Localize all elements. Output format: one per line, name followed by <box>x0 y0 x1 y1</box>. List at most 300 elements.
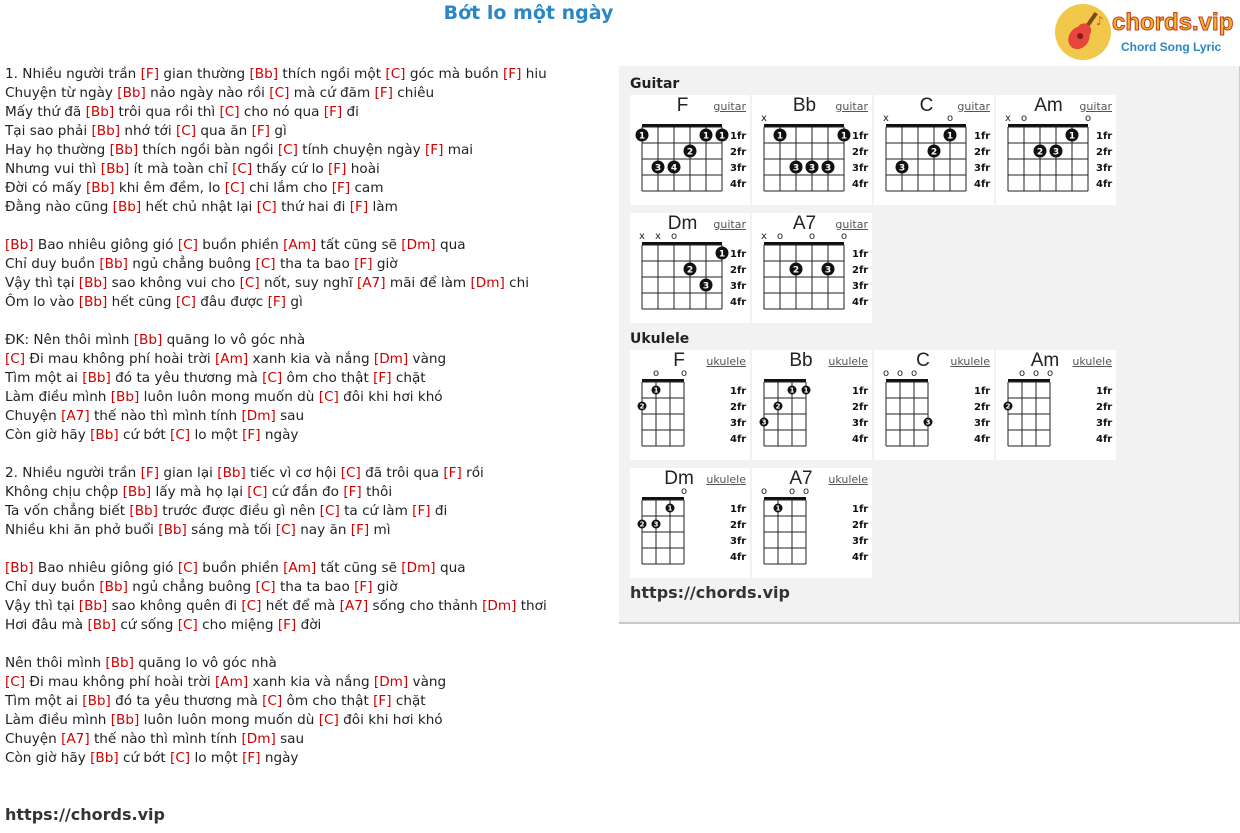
chord-link[interactable]: [Bb] <box>122 484 152 500</box>
finger-number: 2 <box>1036 147 1044 158</box>
lyric-text: vàng <box>408 351 447 367</box>
lyric-text: Đi mau không phí hoài trời <box>25 674 215 690</box>
chord-link[interactable]: [Am] <box>283 560 317 576</box>
lyric-text: xanh kia và nắng <box>248 351 374 367</box>
chord-link[interactable]: [Bb] <box>158 522 187 538</box>
lyric-text: ít mà toàn chỉ <box>129 161 233 177</box>
lyric-text: Còn giờ hãy <box>5 427 91 443</box>
chord-link[interactable]: [C] <box>269 85 290 101</box>
chord-link[interactable]: [Bb] <box>133 332 163 348</box>
instrument-link[interactable]: ukulele <box>828 355 868 368</box>
lyric-text: Không chịu chộp <box>5 484 123 500</box>
chord-link[interactable]: [C] <box>170 750 191 766</box>
lyric-text: Chỉ duy buồn <box>5 256 100 272</box>
lyric-text: Chuyện <box>5 731 62 747</box>
finger-number: 1 <box>789 386 795 395</box>
open-string-marker: o <box>808 231 816 242</box>
lyric-line <box>5 198 605 217</box>
chord-link[interactable]: [C] <box>318 712 339 728</box>
chord-link[interactable]: [F] <box>374 85 393 101</box>
lyric-text: ôm cho thật <box>282 693 374 709</box>
lyric-text: Nhưng vui thì <box>5 161 101 177</box>
lyric-text: quăng lo vô góc nhà <box>133 655 277 671</box>
lyric-line <box>5 141 605 160</box>
lyric-text: luôn luôn mong muốn dù <box>139 712 319 728</box>
finger-number: 3 <box>925 418 931 427</box>
lyric-text: đó ta yêu thương mà <box>110 370 263 386</box>
chord-link[interactable]: [F] <box>354 256 373 272</box>
lyric-text: trôi qua rồi thì <box>114 104 220 120</box>
chord-link[interactable]: [C] <box>340 465 361 481</box>
fret-label: 1fr <box>730 504 747 515</box>
chord-link[interactable]: [Bb] <box>249 66 279 82</box>
fret-label: 3fr <box>852 418 869 429</box>
chord-link[interactable]: [Bb] <box>112 199 142 215</box>
chord-link[interactable]: [F] <box>328 161 347 177</box>
chord-link[interactable]: [C] <box>5 351 26 367</box>
instrument-link[interactable]: ukulele <box>1072 355 1112 368</box>
lyric-text: thôi <box>361 484 393 500</box>
chord-link[interactable]: [C] <box>256 199 277 215</box>
lyric-line <box>5 369 605 388</box>
lyric-text: xanh kia và nắng <box>248 674 374 690</box>
chord-name: A7 <box>792 213 817 234</box>
lyric-text: làm <box>368 199 398 215</box>
lyric-text: sao không vui cho <box>107 275 240 291</box>
chord-link[interactable]: [Bb] <box>99 256 128 272</box>
fret-label: 4fr <box>1096 179 1113 190</box>
chord-link[interactable]: [A7] <box>356 275 386 291</box>
fret-label: 3fr <box>852 536 869 547</box>
lyric-text: gian lại <box>159 465 218 481</box>
chord-link[interactable]: [F] <box>267 294 286 310</box>
lyric-line <box>5 502 605 521</box>
lyric-line <box>5 673 605 692</box>
chord-diagram-ukulele[interactable] <box>630 468 750 578</box>
lyric-text: Vậy thì tại <box>5 598 79 614</box>
chord-link[interactable]: [Dm] <box>373 351 409 367</box>
chord-diagram-guitar[interactable] <box>752 213 872 323</box>
fret-label: 2fr <box>852 402 869 413</box>
chord-diagram-guitar[interactable] <box>630 213 750 323</box>
chord-link[interactable]: [Bb] <box>5 237 34 253</box>
lyric-text: gì <box>286 294 303 310</box>
lyric-text: thứ hai đi <box>276 199 350 215</box>
open-string-marker: o <box>670 231 678 242</box>
lyric-line <box>5 331 605 350</box>
instrument-link[interactable]: ukulele <box>706 473 746 486</box>
fret-label: 3fr <box>1096 418 1113 429</box>
lyric-text: Mấy thứ đã <box>5 104 86 120</box>
guitar-section-title: Guitar <box>630 76 680 92</box>
footer-url[interactable]: https://chords.vip <box>5 805 165 824</box>
lyric-line <box>5 407 605 426</box>
chord-link[interactable]: [C] <box>177 237 198 253</box>
lyric-text: nay ăn <box>295 522 351 538</box>
lyric-text: Còn giờ hãy <box>5 750 91 766</box>
lyric-text: tha ta bao <box>275 256 355 272</box>
chord-link[interactable]: [Dm] <box>401 237 436 253</box>
chord-link[interactable]: [C] <box>275 522 296 538</box>
fret-label: 2fr <box>852 265 869 276</box>
finger-number: 2 <box>686 265 694 276</box>
lyric-text: Tìm một ai <box>5 370 83 386</box>
finger-number: 3 <box>1052 147 1060 158</box>
open-string-marker: o <box>788 486 796 497</box>
chord-link[interactable]: [C] <box>239 275 260 291</box>
chord-diagram-ukulele[interactable] <box>874 350 994 460</box>
chord-link[interactable]: [F] <box>443 465 462 481</box>
chord-link[interactable]: [C] <box>262 370 283 386</box>
lyric-text: ta cứ làm <box>339 503 413 519</box>
instrument-link[interactable]: ukulele <box>706 355 746 368</box>
lyric-text: cứ bớt <box>118 750 171 766</box>
fret-label: 4fr <box>730 552 747 563</box>
chord-link[interactable]: [Bb] <box>129 503 158 519</box>
lyric-text: lo một <box>190 750 243 766</box>
lyric-line <box>5 84 605 103</box>
fret-label: 3fr <box>730 418 747 429</box>
chord-link[interactable]: [F] <box>323 104 343 120</box>
lyric-text: rồi <box>461 465 484 481</box>
fret-label: 2fr <box>852 147 869 158</box>
open-string-marker: o <box>776 231 784 242</box>
lyric-text: ôm cho thật <box>282 370 374 386</box>
chord-link[interactable]: [C] <box>175 294 196 310</box>
lyric-text: đôi khi hơi khó <box>338 389 443 405</box>
lyric-text: hoài <box>346 161 380 177</box>
chord-link[interactable]: [Bb] <box>87 617 116 633</box>
lyrics-block <box>5 65 605 768</box>
chord-link[interactable]: [C] <box>255 256 276 272</box>
chord-diagram-guitar[interactable] <box>630 95 750 205</box>
fret-label: 3fr <box>974 418 991 429</box>
lyric-text: chặt <box>391 370 426 386</box>
lyric-line <box>5 616 605 635</box>
open-string-marker: o <box>802 486 810 497</box>
chord-link[interactable]: [C] <box>177 617 198 633</box>
instrument-link[interactable]: guitar <box>835 218 868 231</box>
fret-label: 4fr <box>852 179 869 190</box>
lyric-text: 2. Nhiều người trần <box>5 465 141 481</box>
finger-number: 2 <box>792 265 800 276</box>
chord-link[interactable]: [Am] <box>214 674 249 690</box>
lyric-text: ĐK: Nên thôi mình <box>5 332 134 348</box>
finger-number: 3 <box>898 163 906 174</box>
chord-link[interactable]: [F] <box>277 617 297 633</box>
lyric-text: giờ <box>372 256 398 272</box>
chord-name: A7 <box>789 468 813 489</box>
finger-number: 2 <box>775 402 781 411</box>
lyric-text: Chuyện <box>5 408 62 424</box>
chord-link[interactable]: [F] <box>140 465 160 481</box>
lyric-text: tiếc vì cơ hội <box>245 465 341 481</box>
lyric-text: thơi <box>516 598 547 614</box>
open-string-marker: o <box>680 368 688 379</box>
chord-link[interactable]: [Bb] <box>117 85 146 101</box>
chord-link[interactable]: [F] <box>350 522 370 538</box>
fret-label: 2fr <box>974 147 991 158</box>
chord-name: C <box>919 95 934 116</box>
chord-name: F <box>673 350 685 371</box>
finger-number: 3 <box>808 163 816 174</box>
lyric-text: chặt <box>391 693 426 709</box>
chord-diagram-ukulele[interactable] <box>996 350 1116 460</box>
lyric-line <box>5 483 605 502</box>
chord-link[interactable]: [C] <box>385 66 406 82</box>
lyric-text: Nhiều khi ăn phở buổi <box>5 522 159 538</box>
lyric-line <box>5 578 605 597</box>
chord-link[interactable]: [C] <box>277 142 298 158</box>
chord-link[interactable]: [C] <box>177 560 198 576</box>
lyric-line <box>5 122 605 141</box>
chord-link[interactable]: [C] <box>232 161 253 177</box>
chord-link[interactable]: [F] <box>349 199 369 215</box>
fret-label: 4fr <box>1096 434 1113 445</box>
lyric-text: cam <box>350 180 384 196</box>
lyric-text: ngày <box>260 750 299 766</box>
chord-link[interactable]: [Bb] <box>90 427 119 443</box>
open-string-marker: o <box>760 486 768 497</box>
finger-number: 1 <box>638 131 646 142</box>
lyric-line <box>5 749 605 768</box>
lyric-line <box>5 255 605 274</box>
open-string-marker: o <box>1084 113 1092 124</box>
instrument-link[interactable]: guitar <box>957 100 990 113</box>
chord-link[interactable]: [F] <box>373 370 392 386</box>
lyric-text: vàng <box>408 674 447 690</box>
chord-name: Am <box>1034 95 1063 116</box>
fret-label: 1fr <box>974 131 991 142</box>
lyric-line <box>5 179 605 198</box>
chord-link[interactable]: [Dm] <box>401 560 436 576</box>
chord-link[interactable]: [C] <box>170 427 191 443</box>
lyric-text: khi êm đềm, lo <box>114 180 225 196</box>
chord-link[interactable]: [Bb] <box>100 161 130 177</box>
lyric-text: tất cũng sẽ <box>316 237 402 253</box>
chord-link[interactable]: [F] <box>412 503 431 519</box>
chord-link[interactable]: [Bb] <box>90 750 119 766</box>
lyric-text: mà cứ đăm <box>289 85 375 101</box>
chord-link[interactable]: [Bb] <box>78 275 108 291</box>
fret-label: 4fr <box>730 434 747 445</box>
chord-link[interactable]: [C] <box>219 104 240 120</box>
lyric-text: thích ngồi bàn ngồi <box>138 142 278 158</box>
lyric-text: buồn phiền <box>197 560 284 576</box>
lyric-text: Tìm một ai <box>5 693 83 709</box>
chord-link[interactable]: [F] <box>242 750 261 766</box>
finger-number: 3 <box>792 163 800 174</box>
chord-link[interactable]: [F] <box>331 180 351 196</box>
fret-label: 2fr <box>1096 147 1113 158</box>
chord-link[interactable]: [C] <box>318 389 339 405</box>
chord-diagram-ukulele[interactable] <box>752 350 872 460</box>
instrument-link[interactable]: guitar <box>835 100 868 113</box>
chord-panel <box>619 66 1240 624</box>
chord-link[interactable]: [Bb] <box>110 712 140 728</box>
lyric-text: chi <box>504 275 530 291</box>
chord-link[interactable]: [C] <box>5 674 26 690</box>
chord-link[interactable]: [Bb] <box>105 655 134 671</box>
lyric-text: gì <box>270 123 287 139</box>
open-string-marker: o <box>896 368 904 379</box>
fret-label: 3fr <box>1096 163 1113 174</box>
chord-name: Dm <box>667 213 698 234</box>
lyric-line <box>5 274 605 293</box>
chord-link[interactable]: [Bb] <box>85 104 115 120</box>
chord-link[interactable]: [C] <box>241 598 262 614</box>
svg-text:♪: ♪ <box>1096 14 1104 28</box>
chord-diagram-ukulele[interactable] <box>630 350 750 460</box>
lyric-text: hết cũng <box>107 294 176 310</box>
chord-link[interactable]: [C] <box>247 484 268 500</box>
chord-link[interactable]: [Bb] <box>86 180 115 196</box>
lyric-text: luôn luôn mong muốn dù <box>139 389 319 405</box>
finger-number: 3 <box>654 163 662 174</box>
chord-link[interactable]: [Dm] <box>470 275 505 291</box>
chord-link[interactable]: [Bb] <box>109 142 139 158</box>
fret-label: 4fr <box>730 297 747 308</box>
open-string-marker: o <box>652 368 660 379</box>
chord-link[interactable]: [F] <box>354 579 373 595</box>
lyric-text: Hơi đâu mà <box>5 617 88 633</box>
muted-string-marker: x <box>761 231 767 242</box>
lyric-line <box>5 597 605 616</box>
chord-link[interactable]: [A7] <box>61 731 90 747</box>
finger-number: 2 <box>686 147 694 158</box>
lyric-spacer <box>5 217 605 236</box>
lyric-text: qua ăn <box>196 123 252 139</box>
instrument-link[interactable]: ukulele <box>828 473 868 486</box>
chord-link[interactable]: [Bb] <box>110 389 140 405</box>
lyric-spacer <box>5 635 605 654</box>
chord-diagram-ukulele[interactable] <box>752 468 872 578</box>
fret-label: 1fr <box>852 386 869 397</box>
chord-link[interactable]: [F] <box>424 142 444 158</box>
chord-link[interactable]: [F] <box>140 66 160 82</box>
chord-link[interactable]: [Bb] <box>78 598 108 614</box>
chord-link[interactable]: [F] <box>343 484 362 500</box>
panel-url[interactable]: https://chords.vip <box>630 583 790 602</box>
finger-number: 1 <box>718 249 726 260</box>
lyric-text: đôi khi hơi khó <box>338 712 443 728</box>
lyric-text: ngủ chẳng buông <box>127 256 256 272</box>
chord-diagram-guitar[interactable] <box>752 95 872 205</box>
chord-diagram-guitar[interactable] <box>996 95 1116 205</box>
chord-link[interactable]: [Bb] <box>82 693 111 709</box>
chord-link[interactable]: [F] <box>502 66 522 82</box>
chord-link[interactable]: [A7] <box>339 598 369 614</box>
chord-link[interactable]: [Bb] <box>82 370 111 386</box>
finger-number: 3 <box>761 418 767 427</box>
lyric-text: buồn phiền <box>197 237 284 253</box>
instrument-link[interactable]: guitar <box>713 100 746 113</box>
fret-label: 3fr <box>730 536 747 547</box>
lyric-text: cho miệng <box>197 617 278 633</box>
lyric-line <box>5 236 605 255</box>
lyric-spacer <box>5 445 605 464</box>
lyric-text: Hay họ thường <box>5 142 110 158</box>
lyric-line <box>5 103 605 122</box>
lyric-line <box>5 559 605 578</box>
fret-label: 4fr <box>852 552 869 563</box>
chord-link[interactable]: [F] <box>242 427 261 443</box>
open-string-marker: o <box>1032 368 1040 379</box>
muted-string-marker: x <box>761 113 767 124</box>
chord-link[interactable]: [Dm] <box>241 731 276 747</box>
chord-diagram-guitar[interactable] <box>874 95 994 205</box>
lyric-text: nhớ tới <box>120 123 176 139</box>
chord-name: F <box>676 95 689 116</box>
chord-link[interactable]: [C] <box>255 579 276 595</box>
chord-name: C <box>916 350 930 371</box>
fret-label: 4fr <box>974 179 991 190</box>
chord-link[interactable]: [C] <box>262 693 283 709</box>
chord-link[interactable]: [F] <box>373 693 392 709</box>
logo-brand: chords.vip <box>1112 9 1234 36</box>
muted-string-marker: x <box>655 231 661 242</box>
finger-number: 1 <box>718 131 726 142</box>
finger-number: 2 <box>930 147 938 158</box>
lyric-text: Đi mau không phí hoài trời <box>25 351 215 367</box>
chord-link[interactable]: [Bb] <box>5 560 34 576</box>
instrument-link[interactable]: ukulele <box>950 355 990 368</box>
lyric-text: Ta vốn chẳng biết <box>5 503 130 519</box>
lyric-text: hiu <box>521 66 547 82</box>
ukulele-section-title: Ukulele <box>630 331 690 347</box>
instrument-link[interactable]: guitar <box>1079 100 1112 113</box>
open-string-marker: o <box>882 368 890 379</box>
lyric-text: đó ta yêu thương mà <box>110 693 263 709</box>
lyric-text: sống cho thảnh <box>368 598 483 614</box>
chord-link[interactable]: [Dm] <box>241 408 276 424</box>
lyric-text: giờ <box>372 579 398 595</box>
fret-label: 2fr <box>730 265 747 276</box>
fret-label: 1fr <box>852 131 869 142</box>
chord-link[interactable]: [A7] <box>61 408 90 424</box>
lyric-text: chi lắm cho <box>244 180 332 196</box>
fret-label: 4fr <box>852 434 869 445</box>
chord-link[interactable]: [Bb] <box>217 465 246 481</box>
chord-link[interactable]: [C] <box>224 180 245 196</box>
site-logo[interactable] <box>1054 3 1234 61</box>
chord-link[interactable]: [Am] <box>283 237 317 253</box>
finger-number: 1 <box>1068 131 1076 142</box>
muted-string-marker: x <box>883 113 889 124</box>
chord-link[interactable]: [Am] <box>214 351 249 367</box>
chord-name: Bb <box>789 350 813 371</box>
chord-link[interactable]: [C] <box>319 503 340 519</box>
chord-link[interactable]: [Dm] <box>482 598 517 614</box>
song-title: Bớt lo một ngày <box>443 2 614 24</box>
fret-label: 3fr <box>974 163 991 174</box>
chord-link[interactable]: [Bb] <box>91 123 121 139</box>
lyric-text: cứ đắn đo <box>267 484 344 500</box>
chord-link[interactable]: [C] <box>175 123 197 139</box>
chord-link[interactable]: [Bb] <box>78 294 108 310</box>
finger-number: 1 <box>803 386 809 395</box>
chord-link[interactable]: [Bb] <box>99 579 128 595</box>
open-string-marker: o <box>1046 368 1054 379</box>
instrument-link[interactable]: guitar <box>713 218 746 231</box>
logo-tagline: Chord Song Lyric <box>1121 40 1222 54</box>
chord-link[interactable]: [Dm] <box>373 674 409 690</box>
lyric-text: mai <box>443 142 474 158</box>
lyric-line <box>5 65 605 84</box>
fret-label: 2fr <box>1096 402 1113 413</box>
lyric-text: cứ sống <box>116 617 178 633</box>
chord-link[interactable]: [F] <box>251 123 270 139</box>
